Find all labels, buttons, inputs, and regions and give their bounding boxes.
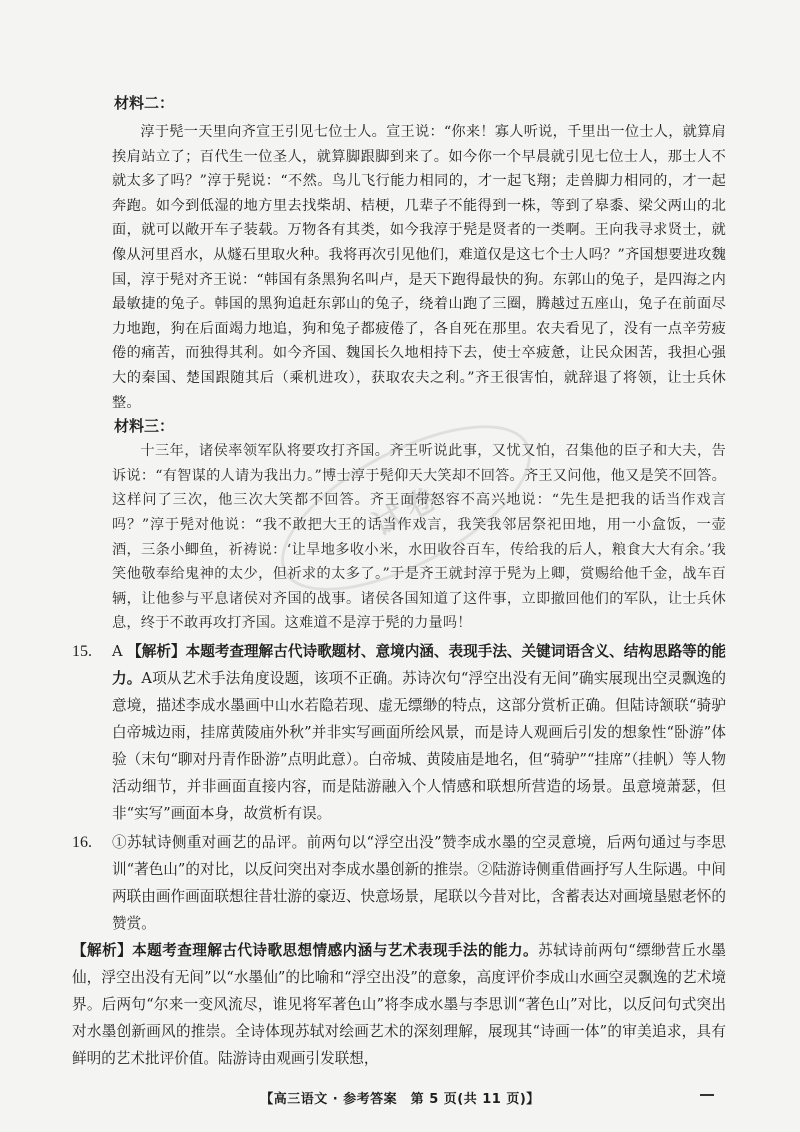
- material-2-text: 淳于髡一天里向齐宣王引见七位士人。宣王说：“你来！寡人听说，千里出一位士人，就算肩挨肩站立了；百代生一位圣人，就算脚跟脚到来了。如今你一个早晨就引见七位士人，那士人不就太多了吗？”淳于髡说：“不然。鸟儿飞行能力相同的，才一起飞翔；走兽脚力相同的，才一起奔跑。如今到低湿的地方里去找柴胡、桔梗，几辈子不能得到一株，等到了皋黍、梁父两山的北面，就可以敞开车子装载。万物各有其类，如今我淳于髡是贤者的一类啊。王向我寻求贤士，就像从河里舀水，从燧石里取火种。我将再次引见他们，难道仅是这七个士人吗？”齐国想要进攻魏国，淳于髡对齐王说：“韩国有条黑狗名叫卢，是天下跑得最快的狗。东郭山的兔子，是四海之内最敏捷的兔子。韩国的黑狗追赶东郭山的兔子，绕着山跑了三圈，腾越过五座山，兔子在前面尽力地跑，狗在后面竭力地追，狗和兔子都疲倦了，各自死在那里。农夫看见了，没有一点辛劳疲倦的痛苦，而独得其利。如今齐国、魏国长久地相持下去，使士卒疲惫，让民众困苦，我担心强大的秦国、楚国跟随其后（乘机进攻），获取农夫之利。”齐王很害怕，就辞退了将领，让士兵休整。: [112, 124, 726, 411]
- question-16-answer-text: ①苏轼诗侧重对画艺的品评。前两句以“浮空出没”赞李成水墨的空灵意境，后两句通过与李思训“著色山”的对比，以反问突出对李成水墨创新的推崇。②陆游诗侧重借画抒写人生际遇。中间两联由画作画面联想往昔壮游的豪迈、快意场景，尾联以今昔对比，含蓄表达对画境垦慰老怀的赞赏。: [112, 833, 726, 932]
- watermark-stamp: 试卷: [257, 392, 555, 624]
- question-16-analysis-text: 苏轼诗前两句“缥缈营丘水墨仙，浮空出没有无间”以“水墨仙”的比喻和“浮空出没”的意象，高度评价李成山水画空灵飘逸的艺术境界。后两句“尔来一变风流尽，谁见将军著色山”将李成水墨与李思训“著色山”对比，以反问句式突出对水墨创新画风的推崇。全诗体现苏轼对绘画艺术的深刻理解，展现其“诗画一体”的审美追求，具有鲜明的艺术批评价值。陆游诗由观画引发联想，: [72, 941, 726, 1067]
- material-2-heading: 材料二：: [114, 94, 175, 112]
- page-footer: 【高三语文 · 参考答案 第 5 页(共 11 页)】: [260, 1092, 540, 1107]
- question-16-answer: [72, 829, 726, 937]
- question-16: [72, 829, 726, 1072]
- question-15-analysis-text: A项从艺术手法角度设题，该项不正确。苏诗次句“浮空出没有无间”确实展现出空灵飘逸的意境，描述李成水墨画中山水若隐若现、虚无缥缈的特点，这部分赏析正确。但陆诗颔联“骑驴白帝城边雨，挂席黄陵庙外秋”并非实写画面所绘风景，而是诗人观画后引发的想象性“卧游”体验（末句“聊对丹青作卧游”点明此意）。白帝城、黄陵庙是地名，但“骑驴”“挂席”（挂帆）等人物活动细节，并非画面直接内容，而是陆游融入个人情感和联想所营造的场景。虽意境萧瑟，但非“实写”画面本身，故赏析有误。: [112, 669, 726, 822]
- question-16-analysis-tag: 【解析】: [72, 941, 133, 959]
- question-16-analysis: [72, 937, 726, 1072]
- question-16-analysis-desc: 本题考查理解古代诗歌思想情感内涵与艺术表现手法的能力。: [132, 941, 539, 959]
- question-15-number: 15.: [72, 642, 92, 660]
- corner-mark: [700, 1094, 714, 1096]
- question-15-choice: A: [112, 642, 123, 660]
- question-15: [72, 638, 726, 827]
- question-16-number: 16.: [72, 833, 92, 851]
- question-15-analysis-desc: 本题考查理解古代诗歌题材、意境内涵、表现手法、关键词语含义、结构思路等的能力。: [112, 642, 726, 687]
- question-15-answer: [72, 638, 726, 827]
- material-3-text: 十三年，诸侯率领军队将要攻打齐国。齐王听说此事，又忧又怕，召集他的臣子和大夫，告诉说：“有智谋的人请为我出力。”博士淳于髡仰天大笑却不回答。齐王又问他，他又是笑不回答。这样问了三次，他三次大笑都不回答。齐王面带怒容不高兴地说：“先生是把我的话当作戏言吗？”淳于髡对他说：“我不敢把大王的话当作戏言，我笑我邻居祭祀田地，用一小盒饭，一壶酒，三条小鲫鱼，祈祷说：‘让旱地多收小米，水田收谷百车，传给我的后人，粮食大大有余。’我笑他敬奉给鬼神的太少，但祈求的太多了。”于是齐王就封淳于髡为上卿，赏赐给他千金，战车百辆，让他参与平息诸侯对齐国的战事。诸侯各国知道了这件事，立即撤回他们的军队，让士兵休息，终于不敢再攻打齐国。这难道不是淳于髡的力量吗！: [112, 443, 726, 632]
- question-15-analysis-tag: 【解析】: [127, 642, 186, 660]
- material-3-heading: 材料三：: [114, 417, 175, 436]
